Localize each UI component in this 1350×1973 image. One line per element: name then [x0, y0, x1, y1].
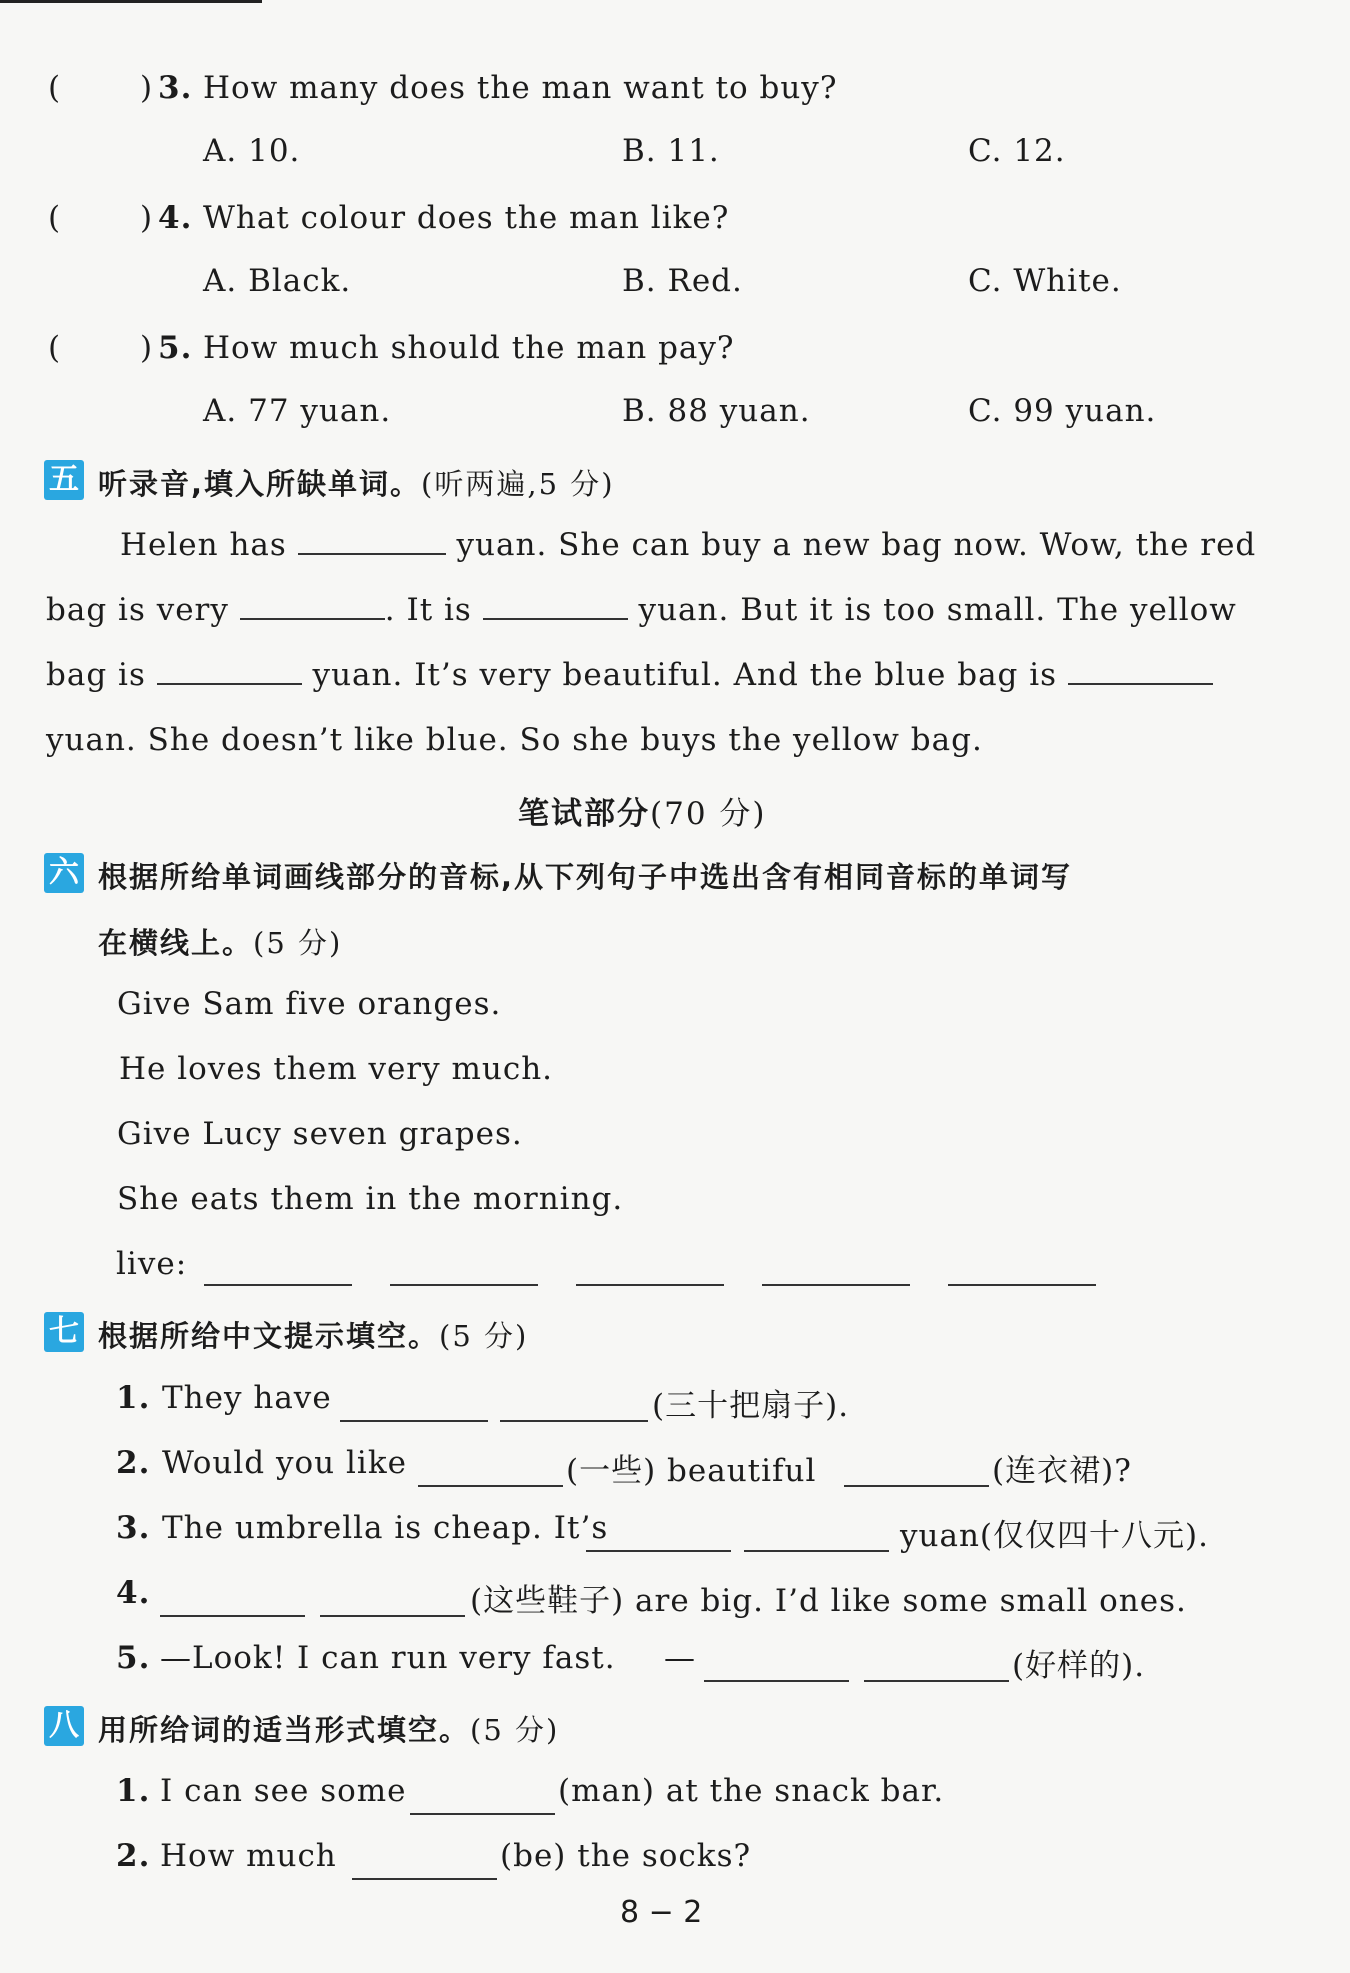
item-text: How much — [160, 1838, 337, 1874]
fill-blank[interactable] — [586, 1524, 731, 1552]
option-a: A. Black. — [203, 263, 352, 299]
fill-blank[interactable] — [340, 1394, 488, 1422]
fill-blank[interactable] — [483, 592, 628, 620]
fill-blank[interactable] — [204, 1258, 352, 1286]
option-a: A. 77 yuan. — [203, 393, 392, 429]
item-text: Would you like — [162, 1445, 407, 1481]
section-heading-text: 听录音,填入所缺单词。 — [98, 467, 422, 501]
fill-blank[interactable] — [352, 1852, 497, 1880]
page-number: 8 − 2 — [620, 1895, 703, 1930]
answer-paren-close: ) — [140, 70, 153, 106]
written-title-text: 笔试部分 — [518, 796, 650, 832]
item-number: 4. — [116, 1575, 151, 1611]
section-heading-text: 在横线上。 — [98, 926, 254, 960]
written-points: (70 分) — [650, 796, 767, 832]
passage-line — [46, 592, 1237, 628]
option-b: B. 88 yuan. — [622, 393, 811, 429]
prompt-word: live: — [116, 1246, 188, 1282]
fill-blank[interactable] — [418, 1459, 563, 1487]
fill-blank[interactable] — [948, 1258, 1096, 1286]
item-text: —Look! I can run very fast. — [160, 1640, 616, 1676]
fill-blank[interactable] — [844, 1459, 989, 1487]
fill-blank[interactable] — [1068, 657, 1213, 685]
fill-blank[interactable] — [320, 1589, 465, 1617]
answer-paren-open: ( — [48, 70, 61, 106]
fill-blank[interactable] — [160, 1589, 305, 1617]
question-text: How much should the man pay? — [203, 330, 735, 366]
fill-blank[interactable] — [240, 592, 385, 620]
passage-line — [46, 722, 983, 758]
fill-blank[interactable] — [157, 657, 302, 685]
dialogue-dash: — — [664, 1640, 696, 1676]
passage-text: yuan. But it is too small. The yellow — [627, 592, 1237, 628]
section-points: (5 分) — [470, 1713, 560, 1747]
passage-text: yuan. She doesn’t like blue. So she buys the yellow bag. — [46, 722, 983, 758]
passage-text: bag is very — [46, 592, 240, 628]
passage-text: bag is — [46, 657, 157, 693]
question-text: How many does the man want to buy? — [203, 70, 838, 106]
chinese-hint: (好样的). — [1012, 1648, 1146, 1684]
fill-blank[interactable] — [576, 1258, 724, 1286]
item-number: 5. — [116, 1640, 151, 1676]
passage-line — [120, 527, 1256, 563]
chinese-hint: (连衣裙)? — [992, 1453, 1132, 1489]
answer-paren-open: ( — [48, 200, 61, 236]
passage-text: yuan. She can buy a new bag now. Wow, the red — [445, 527, 1257, 563]
item-number: 3. — [116, 1510, 151, 1546]
fill-blank[interactable] — [410, 1787, 555, 1815]
section-badge: 六 — [44, 853, 84, 893]
passage-line — [46, 657, 1213, 693]
written-part-title — [518, 788, 767, 833]
item-number: 1. — [116, 1773, 151, 1809]
option-b: B. Red. — [622, 263, 743, 299]
fill-blank[interactable] — [744, 1524, 889, 1552]
section-heading-text: 根据所给中文提示填空。 — [98, 1319, 440, 1353]
answer-paren-close: ) — [140, 200, 153, 236]
fill-blank[interactable] — [500, 1394, 648, 1422]
item-text: They have — [162, 1380, 332, 1416]
section-heading: 根据所给单词画线部分的音标,从下列句子中选出含有相同音标的单词写 — [98, 860, 1073, 894]
passage-text: . It is — [384, 592, 483, 628]
fill-blank[interactable] — [390, 1258, 538, 1286]
fill-blank[interactable] — [298, 527, 446, 555]
fill-blank[interactable] — [704, 1654, 849, 1682]
item-text: The umbrella is cheap. It’s — [162, 1510, 609, 1546]
answer-paren-open: ( — [48, 330, 61, 366]
question-text: What colour does the man like? — [203, 200, 730, 236]
section-points: (听两遍,5 分) — [421, 467, 615, 501]
option-c: C. White. — [968, 263, 1122, 299]
option-b: B. 11. — [622, 133, 720, 169]
item-text: I can see some — [160, 1773, 407, 1809]
section-heading — [98, 1314, 528, 1355]
question-number: 3. — [158, 70, 193, 106]
sentence: Give Sam five oranges. — [117, 986, 502, 1022]
fill-blank[interactable] — [762, 1258, 910, 1286]
question-number: 4. — [158, 200, 193, 236]
option-c: C. 99 yuan. — [968, 393, 1157, 429]
answer-paren-close: ) — [140, 330, 153, 366]
fill-blank[interactable] — [864, 1654, 1009, 1682]
section-badge: 八 — [44, 1706, 84, 1746]
item-number: 2. — [116, 1838, 151, 1874]
section-heading — [98, 462, 615, 503]
item-text: (man) at the snack bar. — [558, 1773, 945, 1809]
section-points: (5 分) — [439, 1319, 529, 1353]
top-rule — [0, 0, 262, 3]
section-heading — [98, 1708, 559, 1749]
sentence: He loves them very much. — [119, 1051, 554, 1087]
option-c: C. 12. — [968, 133, 1066, 169]
item-text: (be) the socks? — [500, 1838, 752, 1874]
section-badge: 五 — [44, 460, 84, 500]
option-a: A. 10. — [203, 133, 301, 169]
sentence: She eats them in the morning. — [117, 1181, 624, 1217]
passage-text: Helen has — [120, 527, 298, 563]
chinese-hint: (三十把扇子). — [652, 1388, 850, 1424]
item-number: 1. — [116, 1380, 151, 1416]
section-badge: 七 — [44, 1312, 84, 1352]
section-heading-text: 用所给词的适当形式填空。 — [98, 1713, 471, 1747]
sentence: Give Lucy seven grapes. — [117, 1116, 523, 1152]
chinese-hint: yuan(仅仅四十八元). — [900, 1518, 1209, 1554]
passage-text: yuan. It’s very beautiful. And the blue bag is — [301, 657, 1068, 693]
section-points: (5 分) — [253, 926, 343, 960]
question-number: 5. — [158, 330, 193, 366]
section-heading-cont — [98, 921, 342, 962]
chinese-hint: (一些) beautiful — [566, 1453, 817, 1489]
chinese-hint: (这些鞋子) are big. I’d like some small ones. — [470, 1583, 1187, 1619]
item-number: 2. — [116, 1445, 151, 1481]
